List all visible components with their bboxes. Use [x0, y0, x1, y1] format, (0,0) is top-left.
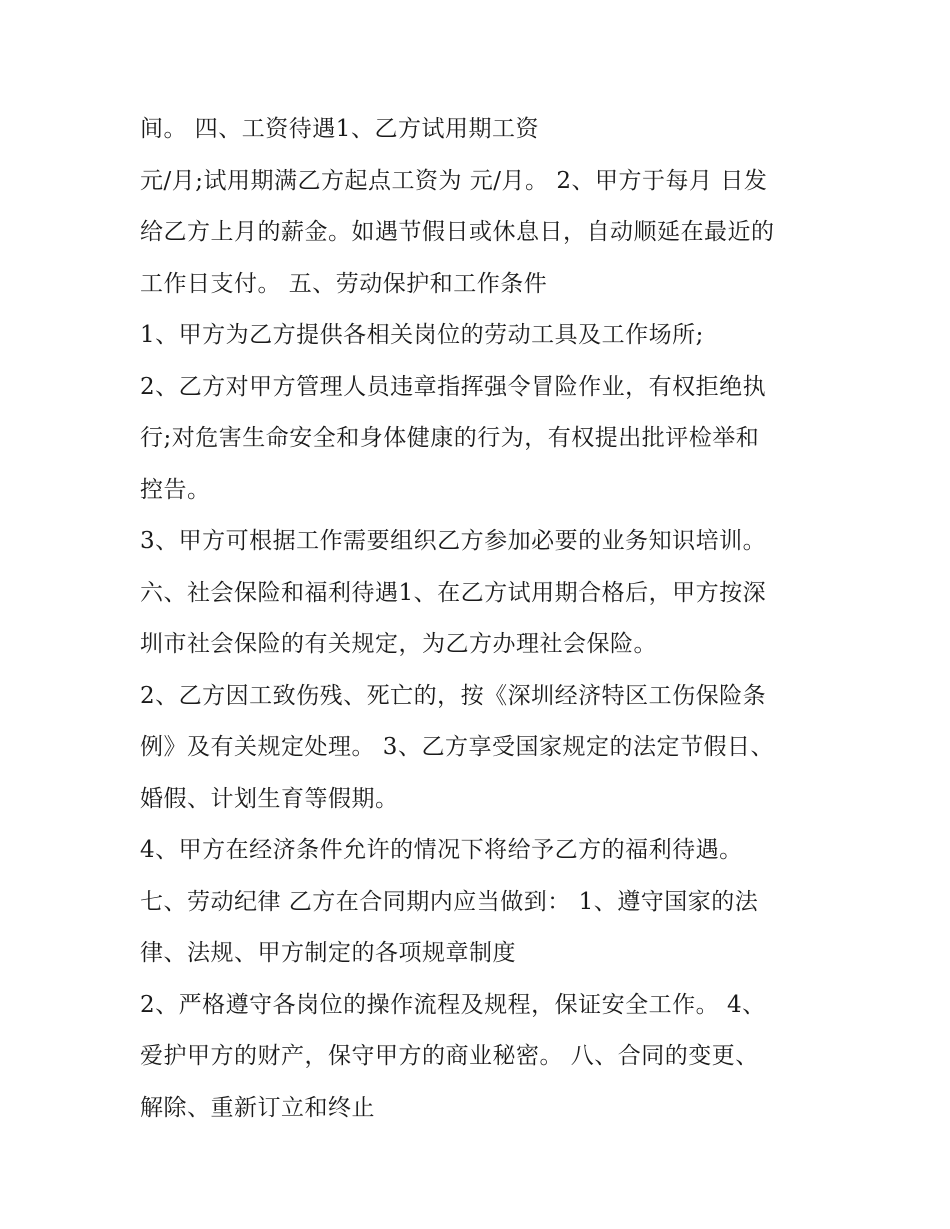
- text-line: 圳市社会保险的有关规定，为乙方办理社会保险。: [140, 631, 657, 657]
- text-line: 行;对危害生命安全和身体健康的行为，有权提出批评检举和: [140, 425, 760, 451]
- text-line: 3、甲方可根据工作需要组织乙方参加必要的业务知识培训。: [140, 528, 767, 554]
- text-line: 4、甲方在经济条件允许的情况下将给予乙方的福利待遇。: [140, 837, 743, 863]
- text-line: 婚假、计划生育等假期。: [140, 785, 399, 812]
- text-line: 爱护甲方的财产，保守甲方的商业秘密。 八、合同的变更、: [140, 1043, 759, 1069]
- text-line: 1、甲方为乙方提供各相关岗位的劳动工具及工作场所;: [140, 322, 704, 348]
- text-line: 解除、重新订立和终止: [140, 1094, 375, 1121]
- text-line: 给乙方上月的薪金。如遇节假日或休息日，自动顺延在最近的: [140, 219, 775, 245]
- text-line: 2、乙方对甲方管理人员违章指挥强令冒险作业，有权拒绝执: [140, 373, 767, 400]
- text-line: 间。 四、工资待遇1、乙方试用期工资: [140, 116, 539, 142]
- text-line: 工作日支付。 五、劳动保护和工作条件: [140, 270, 548, 297]
- text-line: 六、社会保险和福利待遇1、在乙方试用期合格后，甲方按深: [140, 579, 767, 606]
- text-line: 元/月;试用期满乙方起点工资为 元/月。 2、甲方于每月 日发: [140, 167, 768, 194]
- text-line: 律、法规、甲方制定的各项规章制度: [140, 940, 516, 966]
- text-line: 七、劳动纪律 乙方在合同期内应当做到： 1、遵守国家的法: [140, 888, 759, 915]
- text-line: 例》及有关规定处理。 3、乙方享受国家规定的法定节假日、: [140, 734, 774, 760]
- text-line: 2、严格遵守各岗位的操作流程及规程，保证安全工作。 4、: [140, 991, 766, 1018]
- text-line: 2、乙方因工致伤残、死亡的，按《深圳经济特区工伤保险条: [140, 682, 767, 709]
- contract-body-text: [140, 108, 830, 1138]
- text-line: 控告。: [140, 476, 211, 503]
